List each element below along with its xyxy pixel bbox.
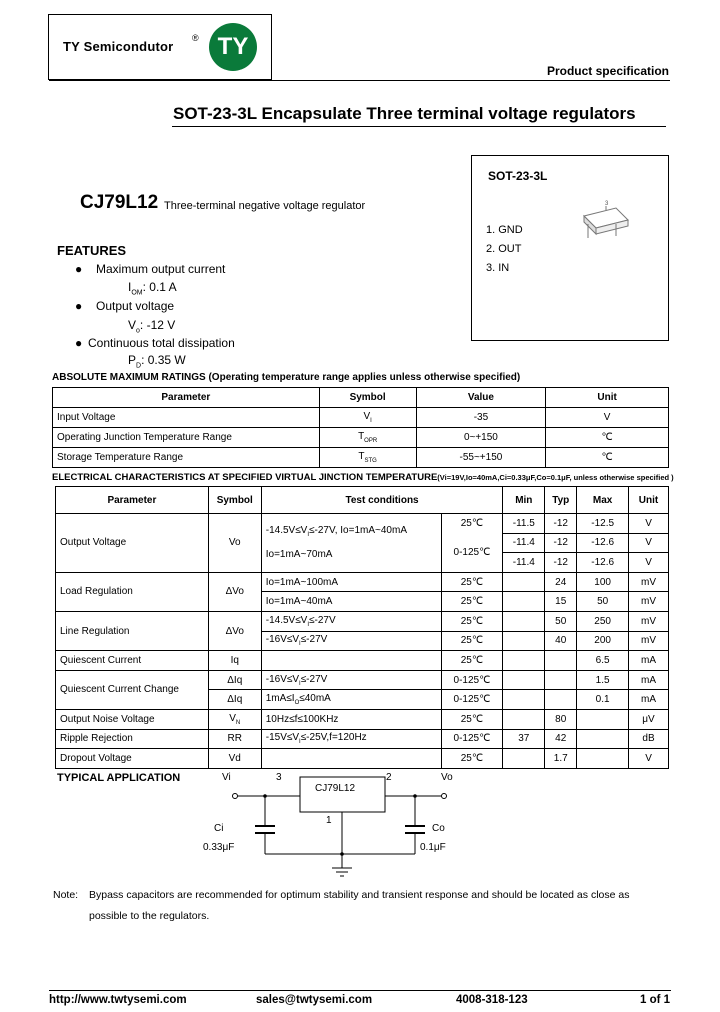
temp-cell: 25℃: [441, 709, 503, 729]
typ-cell: 42: [545, 729, 577, 749]
min-cell: [503, 572, 545, 592]
param-cell: Quiescent Current Change: [56, 670, 209, 709]
param-cell: Ripple Rejection: [56, 729, 209, 749]
typ-cell: [545, 670, 577, 690]
param-cell: Operating Junction Temperature Range: [53, 428, 320, 448]
max-cell: -12.6: [577, 553, 629, 573]
temp-cell: 25℃: [441, 572, 503, 592]
table-header-row: [56, 487, 669, 514]
symbol-cell: ΔVo: [208, 611, 261, 650]
feature-label: Continuous total dissipation: [88, 336, 235, 350]
col-header: Parameter: [53, 388, 320, 408]
temp-cell: 0-125℃: [441, 670, 503, 690]
max-cell: 250: [577, 611, 629, 631]
symbol-cell: Vd: [208, 749, 261, 769]
symbol-cell: ΔVo: [208, 572, 261, 611]
max-cell: [577, 709, 629, 729]
product-spec-label: Product specification: [546, 64, 669, 78]
param-cell: Quiescent Current: [56, 651, 209, 671]
param-cell: Output Voltage: [56, 514, 209, 573]
header-rule: [49, 80, 670, 81]
condition-cell: $-16V\le V_I\le-27V$: [261, 631, 441, 651]
table-header-row: [53, 388, 669, 408]
abs-max-table: [52, 387, 669, 468]
col-header: Parameter: [56, 487, 209, 514]
company-name: TY Semicondutor: [63, 39, 174, 54]
value-cell: 0~+150: [416, 428, 546, 448]
param-cell: Load Regulation: [56, 572, 209, 611]
col-header: Max: [577, 487, 629, 514]
pin-1-number: 1: [326, 815, 332, 826]
table-row: [53, 428, 669, 448]
param-cell: Storage Temperature Range: [53, 448, 320, 468]
company-logo: [48, 14, 272, 80]
max-cell: 100: [577, 572, 629, 592]
typ-cell: [545, 690, 577, 710]
elec-heading: ELECTRICAL CHARACTERISTICS AT SPECIFIED VIRTUAL JINCTION TEMPERATURE(Vi=19V,Io=40mA,Ci=0.33μF,Co=0.1μF, unless otherwise specified ): [52, 472, 674, 483]
footer-email-link[interactable]: sales@twtysemi.com: [256, 994, 373, 1006]
footer-rule: [49, 990, 671, 991]
col-header: Symbol: [208, 487, 261, 514]
col-header: Typ: [545, 487, 577, 514]
unit-cell: V: [629, 749, 669, 769]
min-cell: [503, 690, 545, 710]
vo-label: Vo: [441, 772, 453, 783]
co-label: Co: [432, 823, 445, 834]
max-cell: -12.6: [577, 533, 629, 553]
table-row: [56, 729, 669, 749]
min-cell: -11.5: [503, 514, 545, 534]
registered-mark: ®: [192, 33, 199, 43]
col-header: Symbol: [319, 388, 416, 408]
table-row: [53, 448, 669, 468]
table-row: [56, 514, 669, 534]
part-number: CJ79L12: [80, 192, 159, 213]
symbol-cell: $V_I$: [319, 408, 416, 428]
page-number: 1 of 1: [640, 994, 671, 1006]
temp-cell: 25℃: [441, 592, 503, 612]
table-row: [53, 408, 669, 428]
table-row: [56, 749, 669, 769]
unit-cell: V: [629, 533, 669, 553]
unit-cell: mV: [629, 611, 669, 631]
col-header: Value: [416, 388, 546, 408]
col-header: Unit: [629, 487, 669, 514]
co-value: 0.1μF: [420, 842, 446, 853]
ci-label: Ci: [214, 823, 224, 834]
typ-cell: -12: [545, 553, 577, 573]
unit-cell: ℃: [546, 428, 669, 448]
output-terminal: [442, 794, 447, 799]
unit-cell: V: [629, 514, 669, 534]
features-heading: FEATURES: [57, 243, 127, 258]
part-description: Three-terminal negative voltage regulator: [164, 200, 366, 212]
bullet-icon: ●: [75, 299, 83, 313]
unit-cell: μV: [629, 709, 669, 729]
note-label: Note:: [53, 889, 79, 901]
temp-cell: 0-125℃: [441, 690, 503, 710]
feature-value: $V_o$: -12 V: [128, 318, 176, 335]
unit-cell: mV: [629, 631, 669, 651]
unit-cell: mA: [629, 690, 669, 710]
typ-cell: 1.7: [545, 749, 577, 769]
pin-1-label: 1. GND: [486, 224, 523, 236]
abs-max-heading: ABSOLUTE MAXIMUM RATINGS (Operating temperature range applies unless otherwise specified): [52, 372, 521, 383]
condition-cell: $1mA\le I_O\le 40mA$: [261, 690, 441, 710]
max-cell: 6.5: [577, 651, 629, 671]
max-cell: -12.5: [577, 514, 629, 534]
symbol-cell: $V_N$: [208, 709, 261, 729]
condition-cell: Io=1mA~40mA: [261, 592, 441, 612]
typical-application-heading: TYPICAL APPLICATION: [57, 772, 181, 784]
table-row: [56, 709, 669, 729]
unit-cell: mA: [629, 651, 669, 671]
application-circuit-diagram: [0, 770, 720, 890]
pin-3-label: 3. IN: [486, 262, 510, 274]
temp-cell: 25℃: [441, 749, 503, 769]
min-cell: 37: [503, 729, 545, 749]
col-header: Test conditions: [261, 487, 503, 514]
table-row: [56, 572, 669, 592]
param-cell: Output Noise Voltage: [56, 709, 209, 729]
note-line-1: Bypass capacitors are recommended for optimum stability and transient response and should be located as close as: [89, 889, 630, 901]
note-line-2: possible to the regulators.: [89, 910, 210, 922]
ic-label: CJ79L12: [315, 783, 356, 794]
temp-cell: 0-125℃: [441, 729, 503, 749]
value-cell: -55~+150: [416, 448, 546, 468]
min-cell: [503, 611, 545, 631]
symbol-cell: ΔIq: [208, 690, 261, 710]
symbol-cell: Iq: [208, 651, 261, 671]
input-terminal: [233, 794, 238, 799]
table-row: [56, 670, 669, 690]
unit-cell: mA: [629, 670, 669, 690]
max-cell: 50: [577, 592, 629, 612]
min-cell: [503, 592, 545, 612]
ci-value: 0.33μF: [203, 842, 235, 853]
table-row: [56, 651, 669, 671]
unit-cell: dB: [629, 729, 669, 749]
package-name: SOT-23-3L: [488, 169, 548, 183]
value-cell: -35: [416, 408, 546, 428]
condition-cell: $-15V\le V_I\le-25V,f=120Hz$: [261, 729, 441, 749]
vi-label: Vi: [222, 772, 231, 783]
feature-value: $P_D$: 0.35 W: [128, 353, 186, 370]
max-cell: 1.5: [577, 670, 629, 690]
max-cell: [577, 749, 629, 769]
pin-marker: 3: [605, 201, 609, 207]
temp-cell: 0-125℃: [441, 533, 503, 572]
footer-url-link[interactable]: http://www.twtysemi.com: [49, 994, 187, 1006]
condition-cell: [261, 749, 441, 769]
min-cell: [503, 651, 545, 671]
title-underline: [172, 126, 666, 127]
symbol-cell: $T_{STG}$: [319, 448, 416, 468]
feature-label: Maximum output current: [96, 262, 226, 276]
unit-cell: mV: [629, 572, 669, 592]
temp-cell: 25℃: [441, 651, 503, 671]
unit-cell: V: [629, 553, 669, 573]
min-cell: [503, 631, 545, 651]
param-cell: Line Regulation: [56, 611, 209, 650]
table-row: [56, 611, 669, 631]
max-cell: 200: [577, 631, 629, 651]
typ-cell: 24: [545, 572, 577, 592]
pin-3-number: 3: [276, 772, 282, 783]
bullet-icon: ●: [75, 262, 83, 276]
unit-cell: mV: [629, 592, 669, 612]
symbol-cell: Vo: [208, 514, 261, 573]
feature-value: $I_{OM}$: 0.1 A: [128, 280, 177, 297]
temp-cell: 25℃: [441, 631, 503, 651]
param-cell: Dropout Voltage: [56, 749, 209, 769]
footer-phone: 4008-318-123: [456, 994, 528, 1006]
typ-cell: 80: [545, 709, 577, 729]
condition-cell: 10Hz≤f≤100KHz: [261, 709, 441, 729]
condition-cell: Io=1mA~100mA: [261, 572, 441, 592]
typ-cell: 15: [545, 592, 577, 612]
condition-cell: $-14.5V\le V_I\le-27V$: [261, 611, 441, 631]
min-cell: [503, 709, 545, 729]
symbol-cell: ΔIq: [208, 670, 261, 690]
unit-cell: V: [546, 408, 669, 428]
bullet-icon: ●: [75, 336, 83, 350]
condition-cell: $-14.5V\le V_I\le-27V$, Io=1mA~40mA Io=1mA~70mA: [261, 514, 441, 573]
pin-2-number: 2: [386, 772, 392, 783]
typ-cell: 40: [545, 631, 577, 651]
feature-label: Output voltage: [96, 299, 175, 313]
col-header: Min: [503, 487, 545, 514]
package-box: [471, 155, 669, 341]
symbol-cell: RR: [208, 729, 261, 749]
temp-cell: 25℃: [441, 611, 503, 631]
typ-cell: 50: [545, 611, 577, 631]
max-cell: [577, 729, 629, 749]
pin-2-label: 2. OUT: [486, 243, 522, 255]
min-cell: [503, 749, 545, 769]
min-cell: -11.4: [503, 533, 545, 553]
typ-cell: -12: [545, 533, 577, 553]
max-cell: 0.1: [577, 690, 629, 710]
param-cell: Input Voltage: [53, 408, 320, 428]
document-title: SOT-23-3L Encapsulate Three terminal voltage regulators: [173, 104, 636, 123]
sot23-package-icon: [576, 196, 636, 246]
typ-cell: [545, 651, 577, 671]
condition-cell: $-16V\le V_I\le-27V$: [261, 670, 441, 690]
ty-logo-icon: TY: [209, 23, 257, 71]
col-header: Unit: [546, 388, 669, 408]
min-cell: [503, 670, 545, 690]
temp-cell: 25℃: [441, 514, 503, 534]
unit-cell: ℃: [546, 448, 669, 468]
condition-cell: [261, 651, 441, 671]
typ-cell: -12: [545, 514, 577, 534]
symbol-cell: $T_{OPR}$: [319, 428, 416, 448]
elec-table: [55, 486, 669, 769]
min-cell: -11.4: [503, 553, 545, 573]
